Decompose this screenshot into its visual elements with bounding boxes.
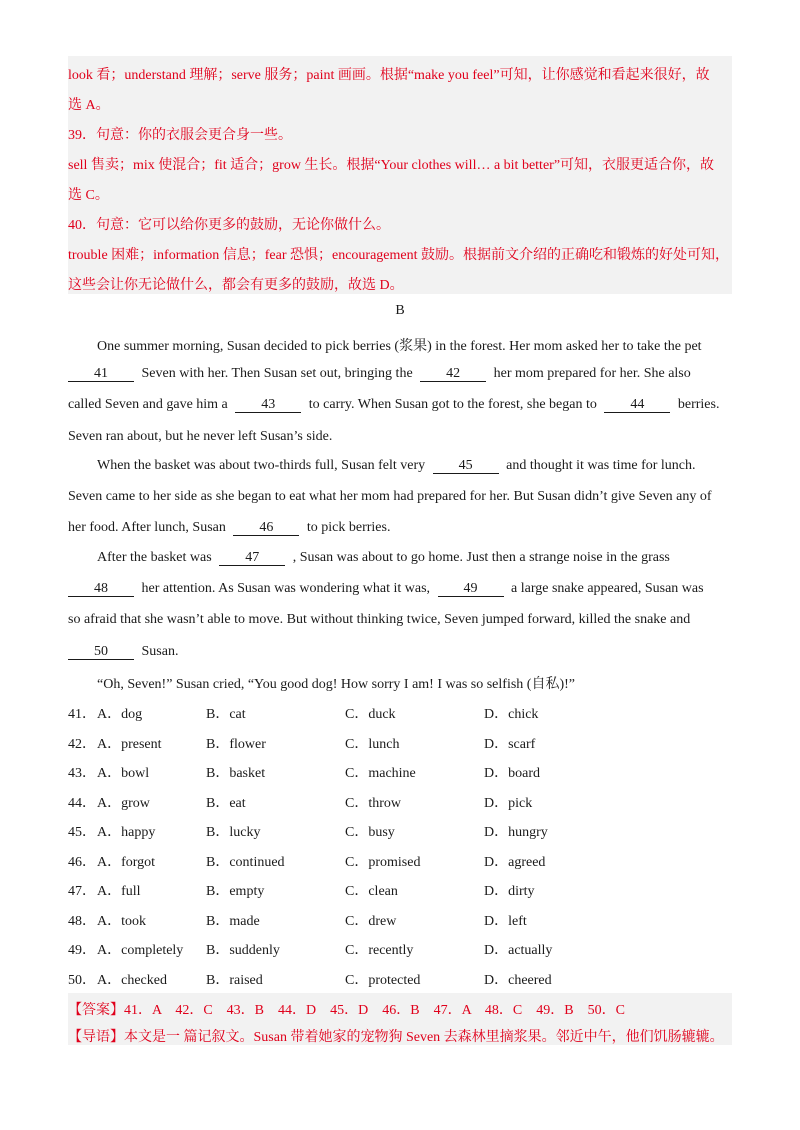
- blank-44: 44: [604, 398, 670, 413]
- question-number: 48．: [68, 914, 96, 929]
- option-b: B．continued: [206, 855, 285, 870]
- option-b: B．empty: [206, 884, 265, 899]
- question-row: [68, 939, 732, 959]
- explanation-line: 这些会让你无论做什么，都会有更多的鼓励，故选 D。: [68, 278, 404, 293]
- option-b: B．flower: [206, 737, 266, 752]
- option-b: B．raised: [206, 973, 263, 988]
- option-b: B．lucky: [206, 825, 261, 840]
- question-row: [68, 910, 732, 930]
- passage-line: so afraid that she wasn’t able to move. But without thinking twice, Seven jumped forward, killed the snake and: [68, 612, 691, 627]
- option-c: C．protected: [345, 973, 421, 988]
- guide-line: 【导语】本文是一 篇记叙文。Susan 带着她家的宠物狗 Seven 去森林里摘浆果。邻近中午，他们饥肠辘辘。: [68, 1030, 724, 1045]
- passage-line: Seven ran about, but he never left Susan’s side.: [68, 429, 333, 444]
- question-row: [68, 821, 732, 841]
- option-d: D．left: [484, 914, 527, 929]
- passage-text: called Seven and gave him a: [68, 397, 228, 412]
- passage-line: “Oh, Seven!” Susan cried, “You good dog! How sorry I am! I was so selfish (自私)!”: [97, 677, 575, 692]
- blank-45: 45: [433, 459, 499, 474]
- question-row: [68, 792, 732, 812]
- option-c: C．lunch: [345, 737, 400, 752]
- blank-50: 50: [68, 645, 134, 660]
- blank-42: 42: [420, 367, 486, 382]
- passage-line: [68, 366, 691, 382]
- passage-text: a large snake appeared, Susan was: [511, 581, 704, 596]
- question-number: 46．: [68, 855, 96, 870]
- answer-line: 【答案】41．A 42．C 43．B 44．D 45．D 46．B 47．A 48．C 49．B 50．C: [68, 1003, 625, 1018]
- option-a: A．full: [97, 884, 141, 899]
- passage-text: Susan.: [141, 644, 179, 659]
- option-a: A．completely: [97, 943, 184, 958]
- question-number: 49．: [68, 943, 96, 958]
- passage-line: [97, 550, 670, 566]
- blank-48: 48: [68, 582, 134, 597]
- option-a: A．dog: [97, 707, 143, 722]
- option-d: D．pick: [484, 796, 533, 811]
- blank-49: 49: [438, 582, 504, 597]
- option-c: C．clean: [345, 884, 398, 899]
- passage-text: Seven with her. Then Susan set out, bringing the: [141, 366, 413, 381]
- option-c: C．drew: [345, 914, 397, 929]
- option-d: D．cheered: [484, 973, 552, 988]
- option-d: D．scarf: [484, 737, 536, 752]
- passage-text: When the basket was about two-thirds full, Susan felt very: [97, 458, 426, 473]
- option-c: C．duck: [345, 707, 396, 722]
- explanation-line: 40．句意：它可以给你更多的鼓励，无论你做什么。: [68, 218, 390, 233]
- option-a: A．grow: [97, 796, 150, 811]
- question-row: [68, 733, 732, 753]
- explanation-line: trouble 困难；information 信息；fear 恐惧；encouragement 鼓励。根据前文介绍的正确吃和锻炼的好处可知，: [68, 248, 730, 263]
- passage-text: After the basket was: [97, 550, 212, 565]
- option-d: D．board: [484, 766, 540, 781]
- option-b: B．basket: [206, 766, 266, 781]
- passage-line: [68, 520, 390, 536]
- question-row: [68, 762, 732, 782]
- option-d: D．dirty: [484, 884, 535, 899]
- passage-line: One summer morning, Susan decided to pick berries (浆果) in the forest. Her mom asked her to take the pet: [97, 339, 702, 354]
- passage-line: [68, 581, 704, 597]
- passage-text: to carry. When Susan got to the forest, she began to: [308, 397, 597, 412]
- option-d: D．chick: [484, 707, 539, 722]
- blank-46: 46: [233, 521, 299, 536]
- question-number: 42．: [68, 737, 96, 752]
- option-a: A．present: [97, 737, 162, 752]
- blank-43: 43: [235, 398, 301, 413]
- passage-line: [68, 644, 178, 660]
- passage-text: and thought it was time for lunch.: [506, 458, 696, 473]
- passage-text: her mom prepared for her. She also: [493, 366, 691, 381]
- blank-41: 41: [68, 367, 134, 382]
- option-a: A．forgot: [97, 855, 156, 870]
- explanation-line: 选 A。: [68, 98, 110, 113]
- explanation-line: 选 C。: [68, 188, 109, 203]
- answer-block: [68, 993, 732, 1045]
- section-label: B: [395, 303, 405, 318]
- question-number: 45．: [68, 825, 96, 840]
- passage-text: her attention. As Susan was wondering what it was,: [141, 581, 431, 596]
- passage-text: to pick berries.: [306, 520, 391, 535]
- option-d: D．actually: [484, 943, 553, 958]
- option-c: C．throw: [345, 796, 401, 811]
- option-b: B．suddenly: [206, 943, 280, 958]
- passage-line: Seven came to her side as she began to eat what her mom had prepared for her. But Susan didn’t give Seven any of: [68, 489, 712, 504]
- question-number: 47．: [68, 884, 96, 899]
- option-c: C．promised: [345, 855, 421, 870]
- explanation-line: look 看；understand 理解；serve 服务；paint 画画。根据“make you feel”可知，让你感觉和看起来很好，故: [68, 68, 710, 83]
- question-row: [68, 851, 732, 871]
- option-c: C．busy: [345, 825, 395, 840]
- passage-text: , Susan was about to go home. Just then a strange noise in the grass: [292, 550, 670, 565]
- explanation-line: sell 售卖；mix 使混合；fit 适合；grow 生长。根据“Your clothes will… a bit better”可知，衣服更适合你，故: [68, 158, 715, 173]
- question-number: 41．: [68, 707, 96, 722]
- question-number: 50．: [68, 973, 96, 988]
- question-number: 43．: [68, 766, 96, 781]
- question-number: 44．: [68, 796, 96, 811]
- option-c: C．machine: [345, 766, 416, 781]
- question-row: [68, 703, 732, 723]
- option-b: B．eat: [206, 796, 246, 811]
- question-row: [68, 880, 732, 900]
- option-d: D．agreed: [484, 855, 546, 870]
- explanation-block: [68, 56, 732, 294]
- option-a: A．bowl: [97, 766, 150, 781]
- passage-text: her food. After lunch, Susan: [68, 520, 226, 535]
- option-a: A．checked: [97, 973, 167, 988]
- option-b: B．made: [206, 914, 260, 929]
- blank-47: 47: [219, 551, 285, 566]
- passage-line: [97, 458, 696, 474]
- explanation-line: 39．句意：你的衣服会更合身一些。: [68, 128, 292, 143]
- option-a: A．took: [97, 914, 146, 929]
- passage-line: [68, 397, 719, 413]
- option-a: A．happy: [97, 825, 156, 840]
- passage-text: berries.: [677, 397, 720, 412]
- option-d: D．hungry: [484, 825, 548, 840]
- question-row: [68, 969, 732, 989]
- option-b: B．cat: [206, 707, 246, 722]
- option-c: C．recently: [345, 943, 414, 958]
